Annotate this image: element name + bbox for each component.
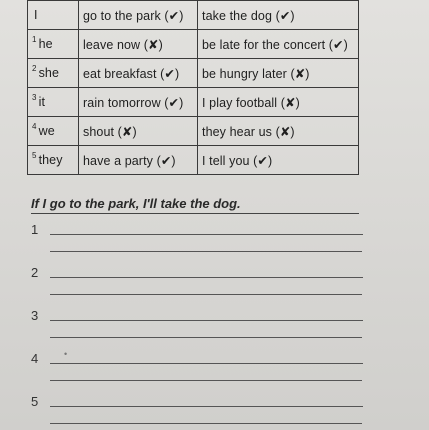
condition-cell: rain tomorrow (✔) (79, 88, 198, 117)
answer-line-2[interactable] (31, 260, 363, 280)
table-row (28, 59, 359, 88)
subject-cell (28, 30, 79, 59)
row-number: 2 (32, 64, 37, 73)
answer-line-3[interactable] (31, 303, 363, 323)
writing-line (50, 320, 363, 321)
subject-text: we (38, 124, 55, 138)
answer-line-5[interactable] (31, 389, 363, 409)
answer-line-4[interactable] (31, 346, 363, 366)
writing-line (50, 234, 363, 235)
result-cell: I play football (✘) (198, 88, 359, 117)
subject-text: I (34, 8, 38, 22)
subject-text: she (38, 66, 60, 80)
prompt-table (27, 0, 359, 175)
condition-cell: have a party (✔) (79, 146, 198, 175)
subject-text: they (38, 153, 63, 167)
result-cell: be late for the concert (✔) (198, 30, 359, 59)
condition-cell: go to the park (✔) (79, 1, 198, 30)
row-number: 5 (32, 151, 37, 160)
example-sentence: If I go to the park, I'll take the dog. (31, 196, 359, 214)
row-number: 3 (32, 93, 37, 102)
table-row (28, 1, 359, 30)
table-row (28, 30, 359, 59)
subject-text: it (38, 95, 46, 109)
answer-number: 1 (31, 222, 39, 237)
writing-line (50, 423, 362, 424)
subject-cell (28, 59, 79, 88)
result-cell: they hear us (✘) (198, 117, 359, 146)
answer-number: 2 (31, 265, 39, 280)
answer-number: 5 (31, 394, 39, 409)
subject-text: he (38, 37, 53, 51)
writing-line (50, 277, 363, 278)
writing-line (50, 380, 362, 381)
subject-cell (28, 117, 79, 146)
row-number: 1 (32, 35, 37, 44)
table-row (28, 146, 359, 175)
subject-cell (28, 88, 79, 117)
table-row (28, 88, 359, 117)
row-number: 4 (32, 122, 37, 131)
answer-line-1[interactable] (31, 217, 363, 237)
result-cell: be hungry later (✘) (198, 59, 359, 88)
result-cell: take the dog (✔) (198, 1, 359, 30)
writing-line (50, 406, 363, 407)
answer-number: 4 (31, 351, 39, 366)
condition-cell: leave now (✘) (79, 30, 198, 59)
condition-cell: eat breakfast (✔) (79, 59, 198, 88)
result-cell: I tell you (✔) (198, 146, 359, 175)
answer-number: 3 (31, 308, 39, 323)
subject-cell (28, 146, 79, 175)
writing-line (50, 337, 362, 338)
table-row (28, 117, 359, 146)
pencil-mark: • (64, 349, 68, 359)
writing-line (50, 363, 363, 364)
writing-line (50, 294, 362, 295)
writing-line (50, 251, 362, 252)
subject-cell (28, 1, 79, 30)
condition-cell: shout (✘) (79, 117, 198, 146)
